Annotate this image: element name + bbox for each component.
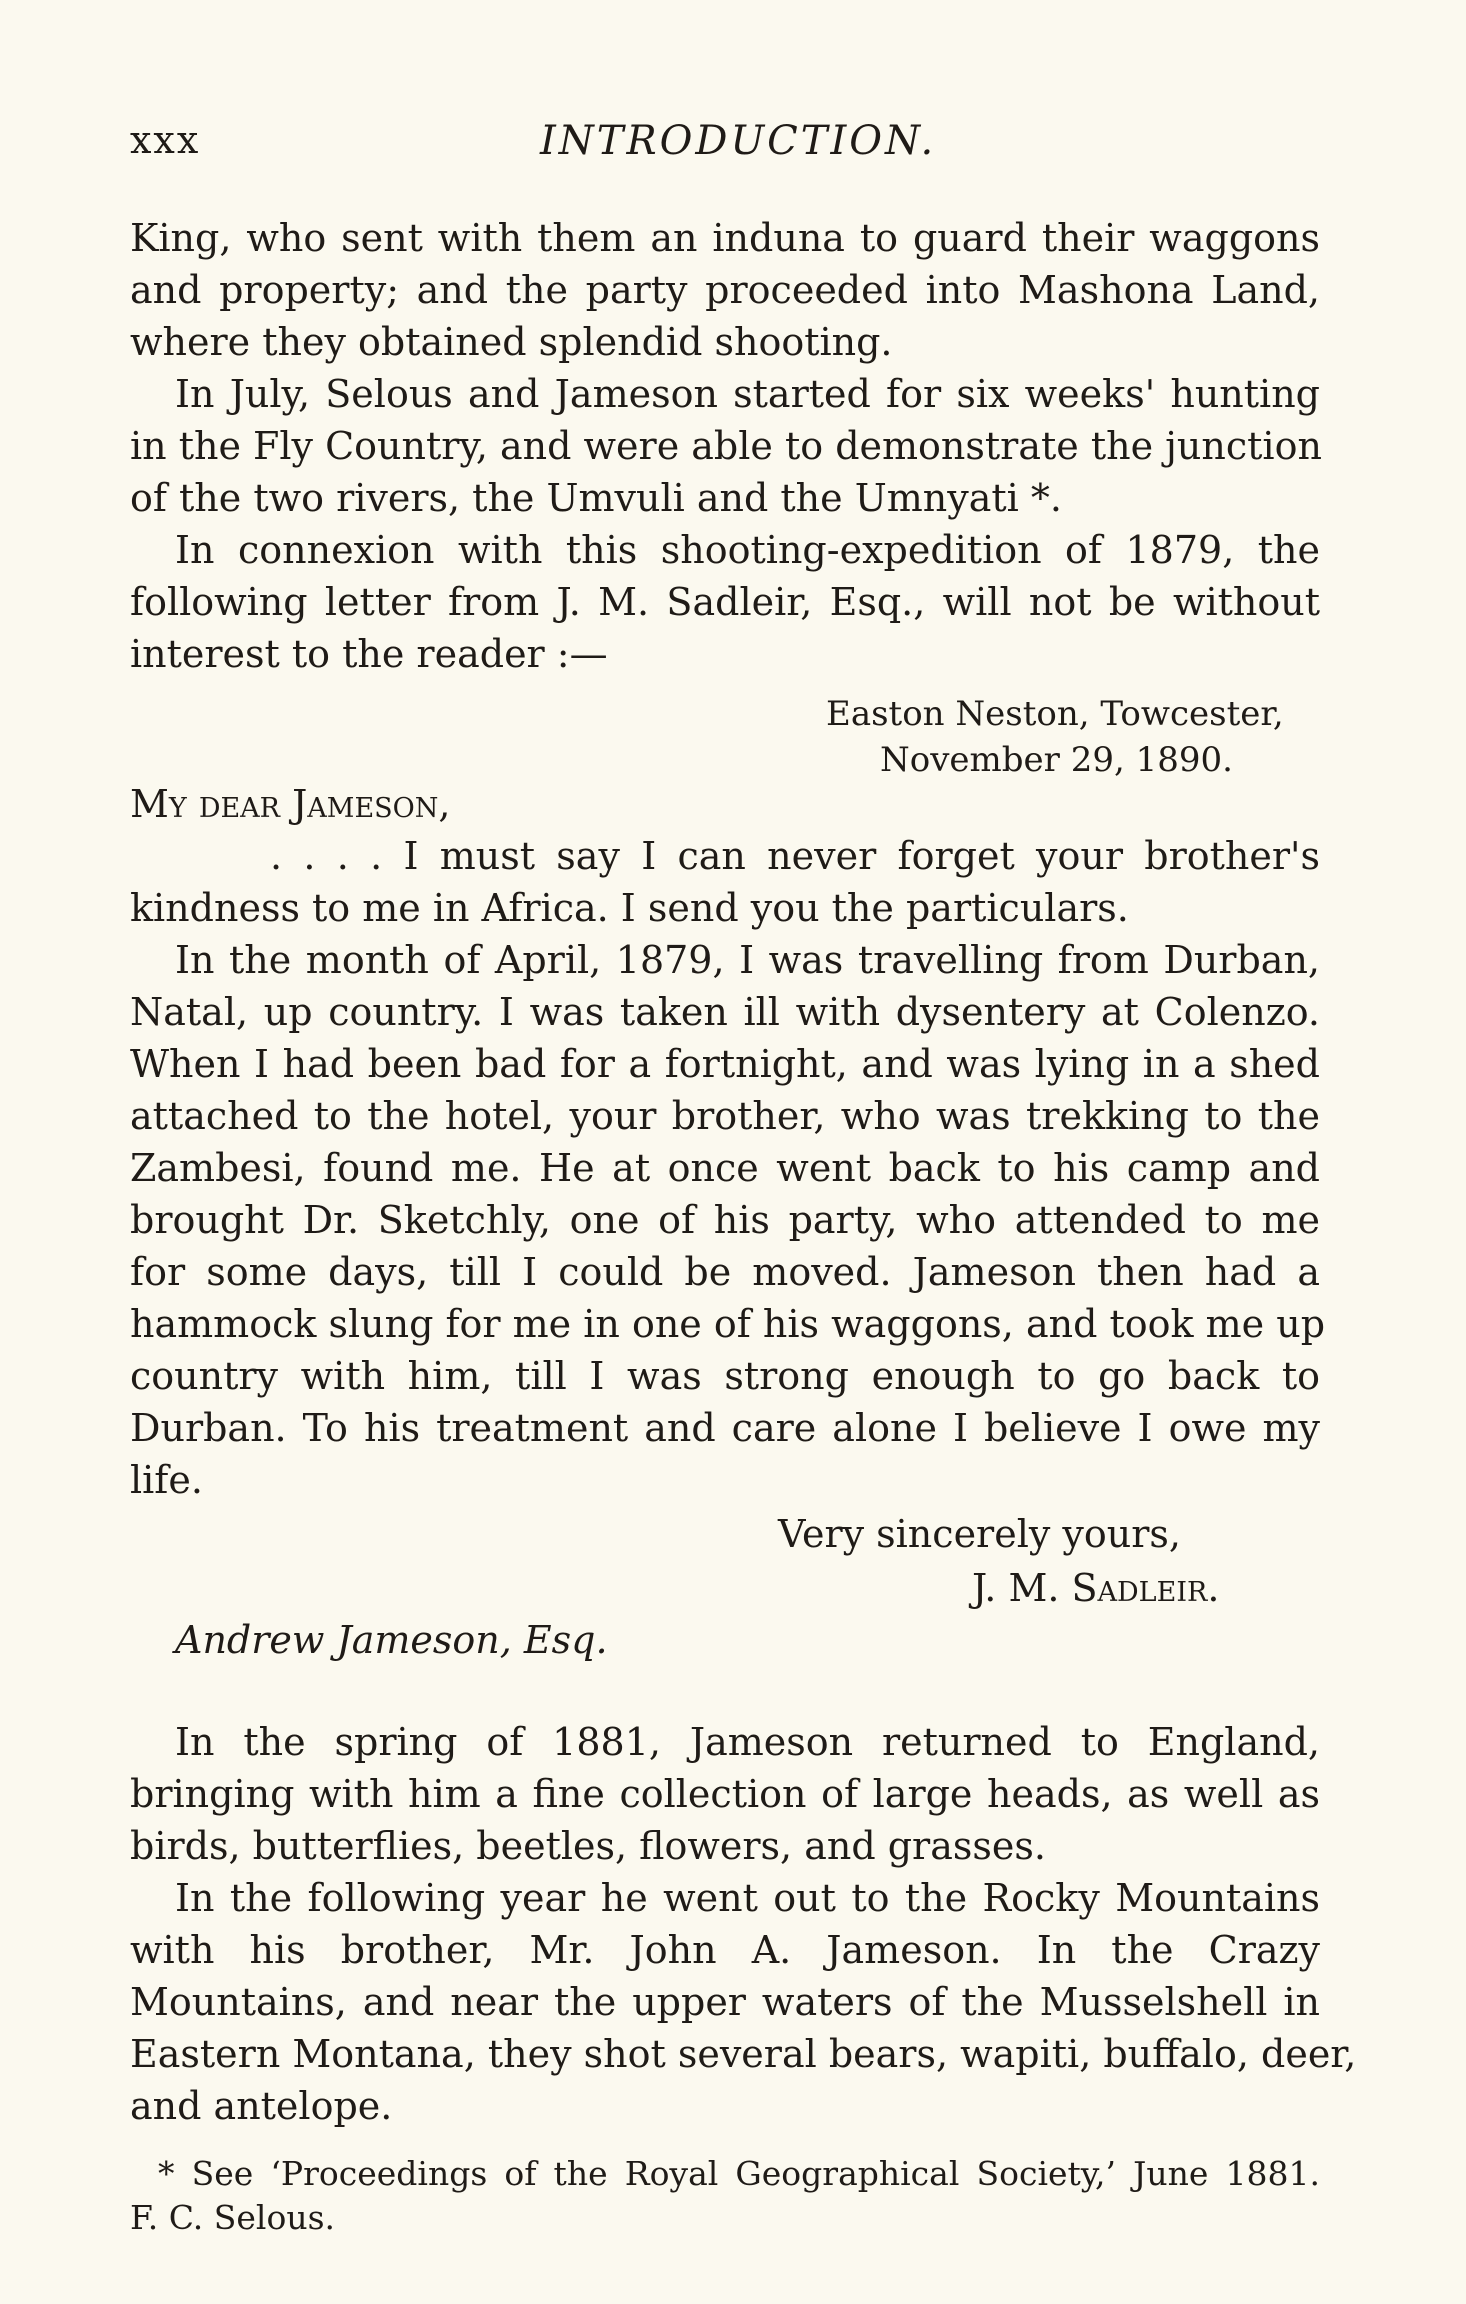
text-line: of the two rivers, the Umvuli and the Umnyati *. <box>130 476 1062 520</box>
text-line: In the spring of 1881, Jameson returned to England, <box>175 1720 1320 1764</box>
letter-salutation: My dear Jameson, <box>130 782 451 826</box>
letter-addressee: Andrew Jameson, Esq. <box>175 1618 608 1662</box>
text-line: Eastern Montana, they shot several bears, wapiti, buffalo, deer, <box>130 2032 1357 2076</box>
text-line: Mountains, and near the upper waters of the Musselshell in <box>130 1980 1320 2024</box>
text-line: birds, butterflies, beetles, flowers, and grasses. <box>130 1824 1046 1868</box>
letter-signature: J. M. Sadleir. <box>972 1566 1220 1610</box>
footnote-attribution: F. C. Selous. <box>130 2198 336 2237</box>
letter-dateline-date: November 29, 1890. <box>880 740 1233 780</box>
letter-dateline-place: Easton Neston, Towcester, <box>826 694 1284 734</box>
text-line: life. <box>130 1458 203 1502</box>
text-line: brought Dr. Sketchly, one of his party, who attended to me <box>130 1198 1320 1242</box>
text-line: Natal, up country. I was taken ill with dysentery at Colenzo. <box>130 990 1320 1034</box>
text-line: in the Fly Country, and were able to demonstrate the junction <box>130 424 1322 468</box>
text-line: kindness to me in Africa. I send you the particulars. <box>130 886 1129 930</box>
text-line: following letter from J. M. Sadleir, Esq., will not be without <box>130 580 1320 624</box>
running-title: INTRODUCTION. <box>540 118 937 164</box>
text-line: attached to the hotel, your brother, who was trekking to the <box>130 1094 1320 1138</box>
text-line: and property; and the party proceeded into Mashona Land, <box>130 268 1320 312</box>
text-line: and antelope. <box>130 2084 393 2128</box>
letter-closing: Very sincerely yours, <box>778 1512 1181 1556</box>
page-number: xxx <box>130 118 201 162</box>
text-line: for some days, till I could be moved. Jameson then had a <box>130 1250 1320 1294</box>
text-line: In the month of April, 1879, I was travelling from Durban, <box>175 938 1320 982</box>
text-line: In connexion with this shooting-expedition of 1879, the <box>175 528 1320 572</box>
footnote-text: * See ‘Proceedings of the Royal Geographical Society,’ June 1881. <box>158 2154 1320 2193</box>
text-line: Durban. To his treatment and care alone I believe I owe my <box>130 1406 1320 1450</box>
text-line: where they obtained splendid shooting. <box>130 320 893 364</box>
text-line: . . . . I must say I can never forget your brother's <box>270 834 1320 878</box>
text-line: In the following year he went out to the Rocky Mountains <box>175 1876 1320 1920</box>
text-line: King, who sent with them an induna to guard their waggons <box>130 216 1320 260</box>
page-header <box>130 118 1320 178</box>
text-line: hammock slung for me in one of his waggons, and took me up <box>130 1302 1326 1346</box>
text-line: In July, Selous and Jameson started for six weeks' hunting <box>175 372 1320 416</box>
text-line: When I had been bad for a fortnight, and was lying in a shed <box>130 1042 1320 1086</box>
text-line: with his brother, Mr. John A. Jameson. In the Crazy <box>130 1928 1320 1972</box>
text-line: Zambesi, found me. He at once went back to his camp and <box>130 1146 1320 1190</box>
text-line: country with him, till I was strong enough to go back to <box>130 1354 1320 1398</box>
text-line: bringing with him a fine collection of large heads, as well as <box>130 1772 1320 1816</box>
text-line: interest to the reader :— <box>130 632 608 676</box>
